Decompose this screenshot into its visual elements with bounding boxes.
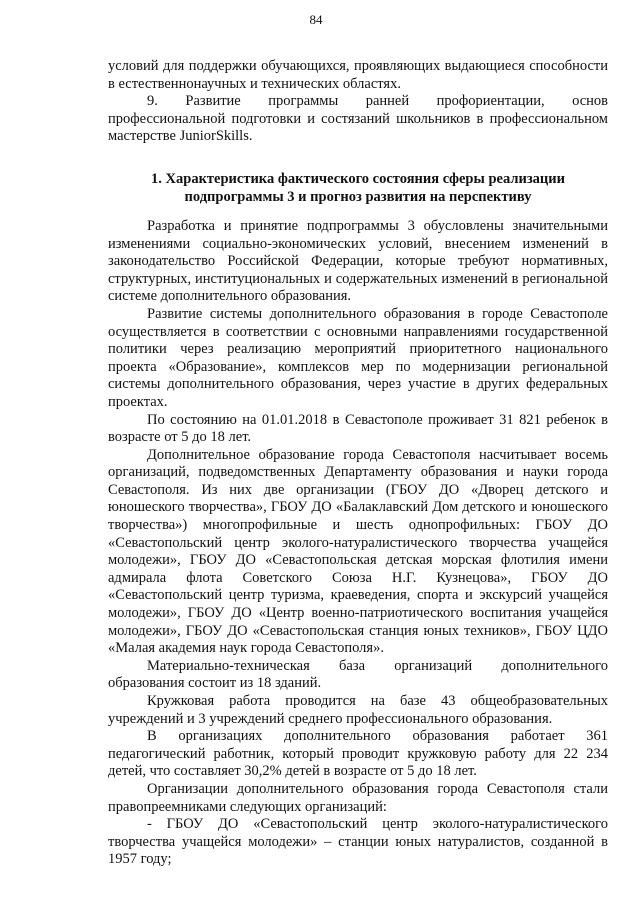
paragraph: Дополнительное образование города Севастополя насчитывает восемь организаций, подведомственных Департаменту образования и науки города Севастополя. Из них две организации (ГБОУ ДО «Дворец детского и юношеского творчества», ГБОУ ДО «Балаклавский Дом детского и юношеского творчества») многопрофильные и шесть однопрофильных: ГБОУ ДО «Севастопольский центр эколого-натуралистического творчества учащейся молодежи», ГБОУ ДО «Севастопольская детская морская флотилия имени адмирала флота Советского Союза Н.Г. Кузнецова», ГБОУ ДО «Севастопольский центр туризма, краеведения, спорта и экскурсий учащейся молодежи», ГБОУ ДО «Центр военно-патриотического воспитания учащейся молодежи», ГБОУ ДО «Севастопольская станция юных техников», ГБОУ ЦДО «Малая академия наук города Севастополя». — [108, 446, 608, 657]
body-text — [108, 58, 608, 869]
section-heading — [108, 170, 608, 206]
paragraph: В организациях дополнительного образования работает 361 педагогический работник, который проводит кружковую работу для 22 234 детей, что составляет 30,2% детей в возрасте от 5 до 18 лет. — [108, 728, 608, 780]
list-item-9: 9. Развитие программы ранней профориентации, основ профессиональной подготовки и состязаний школьников в профессиональном мастерстве JuniorSkills. — [108, 93, 608, 145]
paragraph: условий для поддержки обучающихся, проявляющих выдающиеся способности в естественнонаучных и технических областях. — [108, 58, 608, 92]
section-heading-line-1: 1. Характеристика фактического состояния сферы реализации — [151, 170, 565, 187]
paragraph: По состоянию на 01.01.2018 в Севастополе проживает 31 821 ребенок в возрасте от 5 до 18 лет. — [108, 411, 608, 446]
list-item: - ГБОУ ДО «Севастопольский центр эколого-натуралистического творчества учащейся молодежи» – станции юных натуралистов, созданной в 1957 году; — [108, 816, 608, 868]
paragraph: Материально-техническая база организаций дополнительного образования состоит из 18 зданий. — [108, 657, 608, 692]
page-number: 84 — [309, 12, 323, 27]
section-heading-line-2: подпрограммы 3 и прогноз развития на перспективу — [184, 188, 532, 205]
paragraph: Разработка и принятие подпрограммы 3 обусловлены значительными изменениями социально-экономических условий, внесением изменений в законодательство Российской Федерации, которые требуют нормативных, структурных, институциональных и содержательных изменений в региональной системе дополнительного образования. — [108, 217, 608, 305]
paragraph: Организации дополнительного образования города Севастополя стали правопреемниками следующих организаций: — [108, 780, 608, 815]
paragraph: Кружковая работа проводится на базе 43 общеобразовательных учреждений и 3 учреждений среднего профессионального образования. — [108, 693, 608, 727]
paragraph: Развитие системы дополнительного образования в городе Севастополе осуществляется в соответствии с основными направлениями государственной политики через реализацию мероприятий приоритетного национального проекта «Образование», комплексов мер по модернизации региональной системы дополнительного образования, через участие в других федеральных проектах. — [108, 305, 608, 410]
